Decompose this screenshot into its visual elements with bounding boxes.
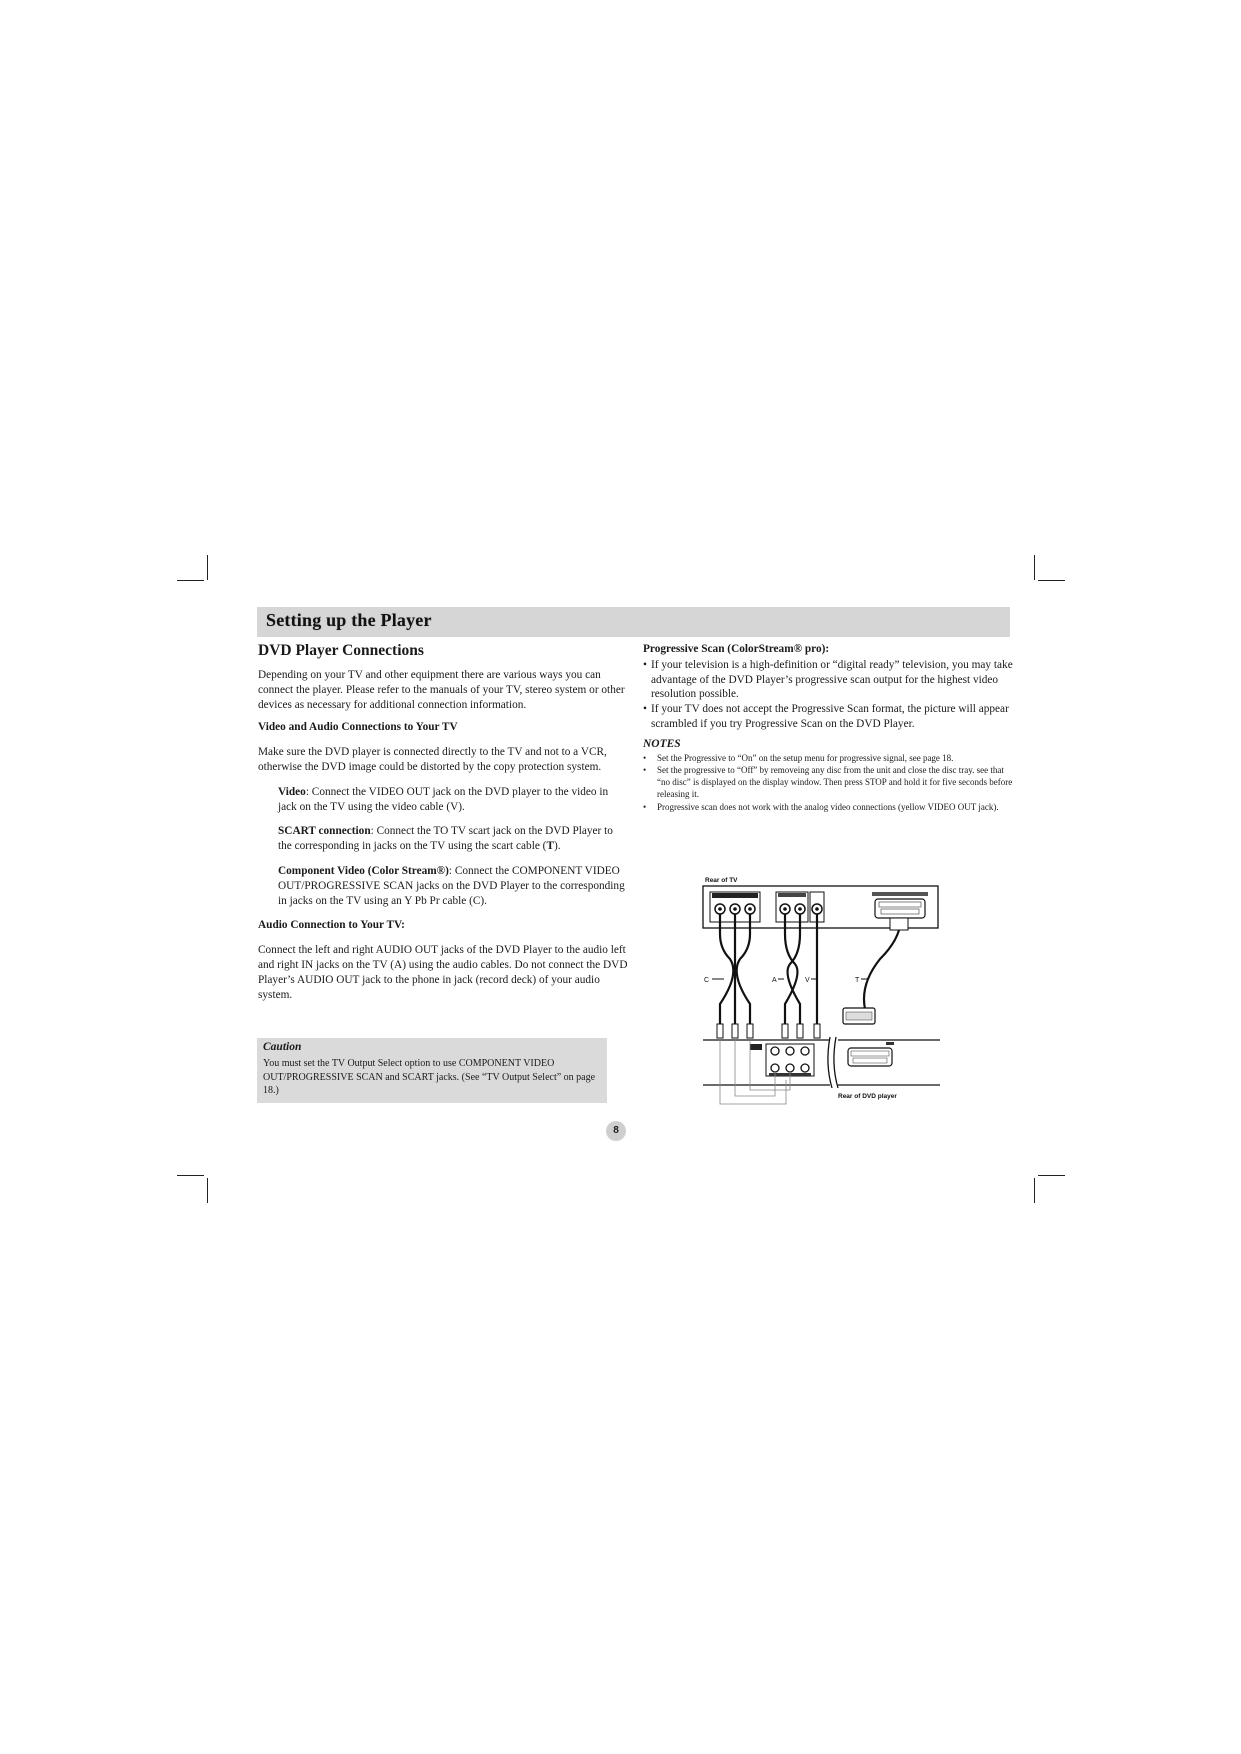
scart-connection-paragraph xyxy=(258,824,628,854)
tv-jack-y-center xyxy=(718,907,722,911)
scart-text: : Connect the TO TV scart jack on the DVD Player to the corresponding in jacks on the TV using the scart cable ( xyxy=(278,825,613,853)
section-title: Setting up the Player xyxy=(266,610,432,630)
page-number: 8 xyxy=(606,1121,626,1141)
plug-video xyxy=(814,1024,820,1038)
crop-mark-top-left-h xyxy=(177,580,204,581)
cable-c-label: C xyxy=(704,977,710,984)
video-text: : Connect the VIDEO OUT jack on the DVD player to the video in jack on the TV using the video cable (V). xyxy=(278,785,609,813)
list-item: • If your TV does not accept the Progressive Scan format, the picture will appear scrambled if you try Progressive Scan on the DVD Player. xyxy=(643,703,1009,730)
dvd-scart-pins-top xyxy=(851,1051,889,1056)
dvd-jack-pb xyxy=(786,1064,794,1072)
video-audio-paragraph: Make sure the DVD player is connected directly to the TV and not to a VCR, otherwise the DVD image could be distorted by the copy protection system. xyxy=(258,746,607,773)
scart-cable-letter: T xyxy=(546,840,554,853)
dvd-label-plate xyxy=(750,1044,762,1050)
notes-title: NOTES xyxy=(643,737,681,750)
scart-plug-top xyxy=(890,918,908,930)
video-audio-heading: Video and Audio Connections to Your TV xyxy=(258,721,458,734)
notes-list xyxy=(643,752,1013,813)
scart-text-end: ). xyxy=(554,840,561,853)
crop-mark-bottom-right-v xyxy=(1034,1178,1035,1203)
component-cable-3 xyxy=(737,914,750,1024)
scart-label: SCART connection xyxy=(278,825,371,838)
bullet-icon: • xyxy=(643,801,647,812)
tv-scart-pins-bottom xyxy=(881,909,919,914)
video-connection-paragraph xyxy=(258,785,628,815)
caution-title: Caution xyxy=(263,1041,302,1053)
left-column xyxy=(258,642,628,1010)
cable-v-label: V xyxy=(805,977,810,984)
dvd-scart-pins-bottom xyxy=(853,1058,887,1063)
dvd-jack-video-out xyxy=(771,1047,779,1055)
bullet-icon: • xyxy=(643,703,647,716)
dvd-panel-break-left xyxy=(828,1037,832,1088)
page-title: DVD Player Connections xyxy=(258,642,424,659)
component-text: : Connect the COMPONENT VIDEO OUT/PROGRESSIVE SCAN jacks on the DVD Player to the corresponding in jacks on the TV using an Y Pb Pr cable (C). xyxy=(278,864,625,907)
dvd-panel-break-right xyxy=(834,1037,838,1088)
right-column xyxy=(643,642,1013,813)
video-label: Video xyxy=(278,785,306,798)
intro-paragraph: Depending on your TV and other equipment there are various ways you can connect the player. Please refer to the manuals of your TV, stereo system or other devices as necessary for additional connection information. xyxy=(258,669,625,711)
list-item: • If your television is a high-definition or “digital ready” television, you may take advantage of the DVD Player’s progressive scan output for the highest video resolution possible. xyxy=(643,658,1013,701)
plug-y xyxy=(717,1024,723,1038)
list-item: • Progressive scan does not work with the analog video connections (yellow VIDEO OUT jack). xyxy=(643,801,999,812)
dvd-scart-jack xyxy=(848,1048,892,1066)
scart-plug-bottom-pins xyxy=(846,1012,872,1020)
dvd-jack-pr xyxy=(801,1064,809,1072)
section-header-bar xyxy=(257,607,1010,637)
cable-a-label: A xyxy=(772,977,777,984)
tv-jack-audio-right-center xyxy=(798,907,802,911)
tv-scart-pins-top xyxy=(879,902,921,907)
tv-scart-label-plate xyxy=(872,892,928,896)
plug-pr xyxy=(747,1024,753,1038)
component-label: Component Video (Color Stream®) xyxy=(278,864,449,877)
bullet-icon: • xyxy=(643,764,647,775)
list-item: • Set the progressive to “Off” by removeing any disc from the unit and close the disc tray. see that “no disc” is displayed on the display window. Then press STOP and hold it for five seconds before releasing it. xyxy=(643,764,1013,800)
cable-t-label: T xyxy=(855,977,860,984)
component-cable-1 xyxy=(720,914,733,1024)
bullet-icon: • xyxy=(643,658,647,671)
tv-component-label-plate xyxy=(712,893,758,898)
dvd-jack-y xyxy=(771,1064,779,1072)
caution-text: You must set the TV Output Select option to use COMPONENT VIDEO OUT/PROGRESSIVE SCAN and SCART jacks. (See “TV Output Select” on page 18.) xyxy=(263,1058,596,1096)
dvd-scart-label xyxy=(886,1042,894,1045)
rear-tv-label: Rear of TV xyxy=(705,877,738,884)
tv-jack-pr-center xyxy=(748,907,752,911)
audio-heading: Audio Connection to Your TV: xyxy=(258,919,405,932)
crop-mark-top-right-h xyxy=(1038,580,1065,581)
crop-mark-bottom-left-v xyxy=(207,1178,208,1203)
crop-mark-top-right-v xyxy=(1034,555,1035,580)
scart-cable xyxy=(864,930,899,1009)
connection-diagram-svg xyxy=(700,874,945,1114)
connection-diagram xyxy=(700,874,945,1114)
dvd-jack-audio-right xyxy=(801,1047,809,1055)
caution-box xyxy=(257,1038,607,1103)
plug-pb xyxy=(732,1024,738,1038)
plug-audio-left xyxy=(782,1024,788,1038)
crop-mark-top-left-v xyxy=(207,555,208,580)
bullet-icon: • xyxy=(643,752,647,763)
progressive-scan-heading: Progressive Scan (ColorStream® pro): xyxy=(643,643,830,655)
crop-mark-bottom-right-h xyxy=(1038,1175,1065,1176)
dvd-jack-audio-left xyxy=(786,1047,794,1055)
audio-paragraph: Connect the left and right AUDIO OUT jacks of the DVD Player to the audio left and right IN jacks on the TV (A) using the audio cables. Do not connect the DVD Player’s AUDIO OUT jack to the phone in jack (record deck) of your audio system. xyxy=(258,944,628,1001)
tv-jack-video-center xyxy=(815,907,819,911)
crop-mark-bottom-left-h xyxy=(177,1175,204,1176)
tv-jack-audio-left-center xyxy=(783,907,787,911)
progressive-bullet-list xyxy=(643,658,1013,732)
rear-dvd-label: Rear of DVD player xyxy=(838,1093,897,1100)
plug-audio-right xyxy=(797,1024,803,1038)
tv-jack-pb-center xyxy=(733,907,737,911)
list-item: • Set the Progressive to “On” on the setup menu for progressive signal, see page 18. xyxy=(643,752,954,763)
component-connection-paragraph xyxy=(258,864,628,908)
tv-audio-label-plate xyxy=(778,893,806,897)
